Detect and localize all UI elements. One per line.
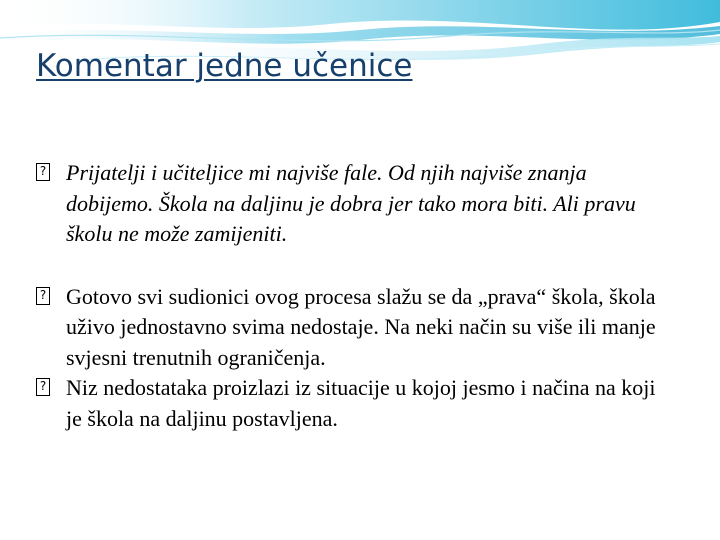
bullet-marker-icon: ? — [36, 378, 50, 396]
wave-band-top — [0, 0, 720, 30]
bullet-item — [36, 373, 676, 434]
bullet-text: Gotovo svi sudionici ovog procesa slažu se da „prava“ škola, škola uživo jednostavno svima nedostaje. Na neki način su više ili manje svjesni trenutnih ograničenja. — [66, 283, 656, 370]
bullet-item — [36, 158, 676, 250]
bullet-item — [36, 282, 676, 374]
bullet-text: Prijatelji i učiteljice mi najviše fale. Od njih najviše znanja dobijemo. Škola na daljinu je dobra jer tako mora biti. Ali pravu školu ne može zamijeniti. — [66, 160, 636, 246]
slide-content — [36, 158, 676, 434]
bullet-marker-icon: ? — [36, 163, 50, 181]
slide-title: Komentar jedne učenice — [36, 48, 413, 84]
bullet-marker-icon: ? — [36, 287, 50, 305]
bullet-text: Niz nedostataka proizlazi iz situacije u kojoj jesmo i načina na koji je škola na daljinu postavljena. — [66, 375, 656, 431]
